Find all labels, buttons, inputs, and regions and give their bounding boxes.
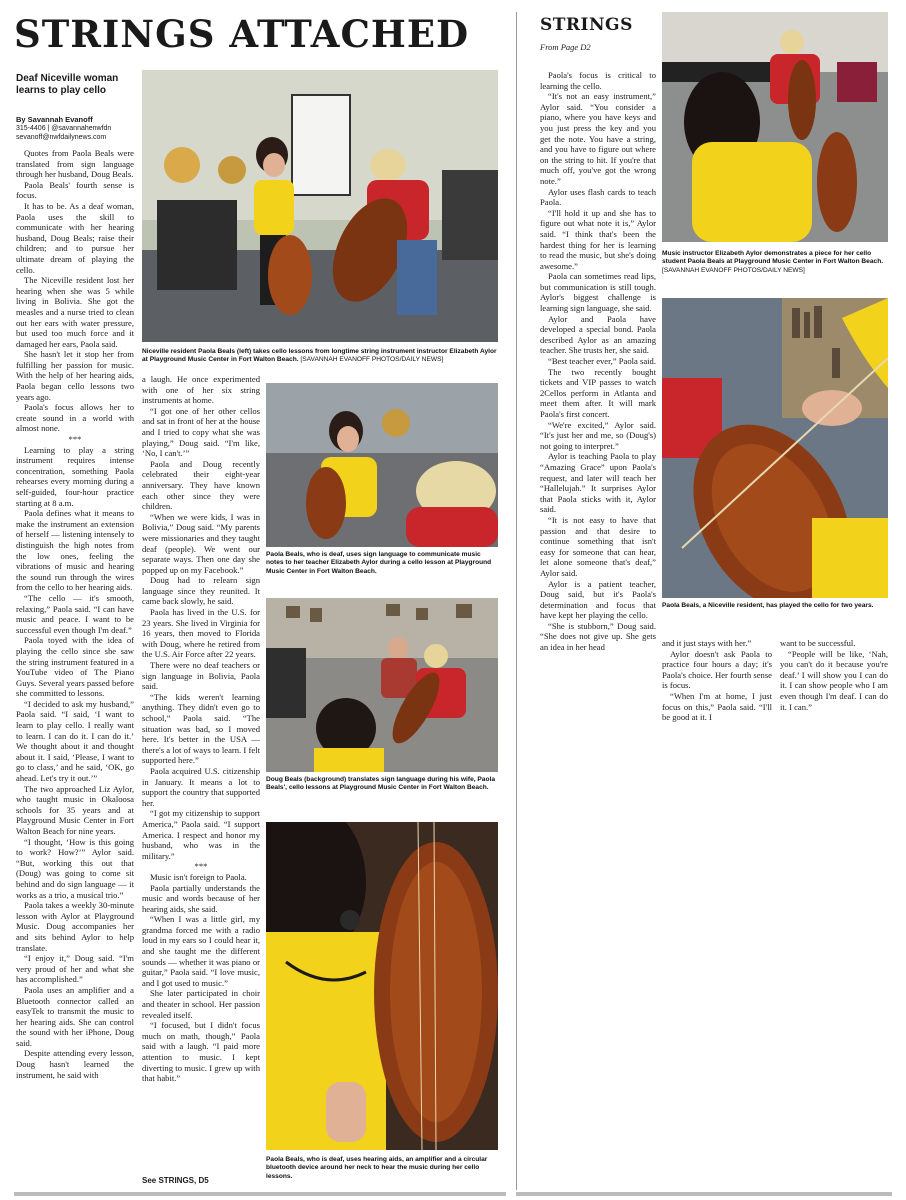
- article-paragraph: The Niceville resident lost her hearing when she was 5 while living in Bolivia. She got the measles and a nurse tried to clean out her ears with water pressure, but used too much force and it damaged her ears, Paola said.: [16, 275, 134, 349]
- article-paragraph: and it just stays with her.”: [662, 638, 752, 648]
- byline-contact: 315-4406 | @savannahenwfdn: [16, 125, 112, 132]
- article-paragraph: Paola takes a weekly 30-minute lesson with Aylor at Playground Music. Doug accompanies her and sits behind Aylor to help translate.: [16, 900, 134, 953]
- article-paragraph: “We're excited,” Aylor said. “It's just her and me, so (Doug's) not going to interpret.”: [540, 419, 656, 451]
- article-paragraph: Paola's focus is critical to learning the cello.: [540, 70, 656, 91]
- article-paragraph: Paola's focus allows her to create sound in a world with almost none.: [16, 402, 134, 434]
- article-paragraph: Doug had to relearn sign language since they reunited. It came back slowly, he said.: [142, 575, 260, 607]
- article-paragraph: “People will be like, ‘Nah, you can't do it because you're deaf.’ I will show you I can do it. I can show people who I am even though I'm deaf. I can do it. I can.”: [780, 648, 888, 712]
- article-paragraph: Aylor is teaching Paola to play “Amazing Grace” upon Paola's request, and later will teach her “Hallelujah.” It surprises Aylor that Paola sticks with it, Aylor said.: [540, 451, 656, 515]
- article-paragraph: Paola uses an amplifier and a Bluetooth connector called an easyTek to transmit the music to her hearing aids. She can control the sound with her iPhone, Doug said.: [16, 984, 134, 1048]
- instructor-credit: [SAVANNAH EVANOFF PHOTOS/DAILY NEWS]: [662, 266, 805, 274]
- byline-name: By Savannah Evanoff: [16, 115, 93, 124]
- article-column-3: [540, 70, 656, 1190]
- article-paragraph: Paola defines what it means to make the instrument an extension of herself — listening intensely to distinguish the high notes from the low ones, feeling the vibrations of music and hearing the sound run through the wires from the cello to her hearing aids.: [16, 508, 134, 593]
- article-paragraph: Music isn't foreign to Paola.: [150, 871, 247, 882]
- article-paragraph: “When I'm at home, I just focus on this,” Paola said. “I'll be good at it. I: [662, 690, 772, 723]
- article-paragraph: The two recently bought tickets and VIP passes to watch 2Cellos perform in Atlanta and meet them after. It will mark Paola's first concert.: [540, 366, 656, 419]
- article-paragraph: Aylor doesn't ask Paola to practice four hours a day; it's Paola's choice. Her fourth sense is focus.: [662, 648, 772, 691]
- article-paragraph: Paola toyed with the idea of playing the cello since she saw the string instrument featured in a YouTube video of The Piano Guys. Several years passed before she committed to lessons.: [16, 635, 134, 699]
- article-column-1: [16, 148, 134, 1186]
- instructor-caption: Music instructor Elizabeth Aylor demonstrates a piece for her cello student Paola Beals at Playground Music Center in Fort Walton Beach. [SAVANNAH EVANOFF PHOTOS/DAILY NEWS]: [662, 250, 884, 274]
- article-paragraph: Paola partially understands the music and words because of her hearing aids, she said.: [142, 882, 260, 914]
- main-lesson-photo: [142, 70, 498, 342]
- sign-language-caption: Paola Beals, who is deaf, uses sign language to communicate music notes to her teacher Elizabeth Aylor during a cello lesson at Playground Music Center in Fort Walton Beach.: [266, 551, 492, 575]
- article-paragraph: Learning to play a string instrument requires intense concentration, something Paola rehearses every morning during a self-guided, four-hour practice starting at 8 a.m.: [16, 444, 134, 508]
- article-paragraph: a laugh. He once experimented with one of her six string instruments at home.: [142, 374, 260, 406]
- article-paragraph: “I thought, ‘How is this going to work? How?’” Aylor said. “But, working this out that (Doug) was going to come sit behind and do sign language — it works as a trio, a musical trio.”: [16, 836, 134, 900]
- article-paragraph: “I decided to ask my husband,” Paola said. “I said, ‘I want to learn to play cello. I really want to learn. I can do it. I can do it.’ We thought about it and thought about it. I said, ‘Please, I want to go to class,’ and he said, ‘OK, go ahead. Let's try it out.’”: [16, 698, 134, 784]
- article-paragraph: Aylor uses flash cards to teach Paola.: [540, 186, 656, 208]
- article-paragraph: “It's not an easy instrument,” Aylor said. “You consider a piano, where you have keys and you just press the key and you get the note. You have a string, and you have to figure out where on the string to hit. If you're that much off, you've got the wrong note.”: [540, 91, 656, 186]
- headline: STRINGS ATTACHED: [14, 12, 470, 56]
- article-paragraph: “She is stubborn,” Doug said. “She does not give up. She gets an idea in her head: [540, 620, 656, 653]
- bottom-rule-left: [14, 1192, 506, 1196]
- playing-cello-photo: [662, 298, 888, 598]
- doug-caption: Doug Beals (background) translates sign language during his wife, Paola Beals', cello lessons at Playground Music Center in Fort Walton Beach.: [266, 776, 495, 792]
- article-paragraph: She hasn't let it stop her from fulfilling her passion for music. With the help of her hearing aids, Paola began cello lessons two years ago.: [16, 349, 134, 402]
- article-paragraph: “I'll hold it up and she has to figure out what note it is,” Aylor said. “I think that's been the hardest thing for her is learning to read the music, but she's doing awesome.”: [540, 207, 656, 271]
- hearing-aid-photo: [266, 822, 498, 1150]
- article-column-2: [142, 374, 260, 1172]
- article-paragraph: Paola acquired U.S. citizenship in January. It means a lot to support the country that supported her.: [142, 765, 260, 808]
- deck: Deaf Niceville woman learns to play cello: [16, 73, 119, 96]
- article-paragraph: Paola can sometimes read lips, but communication is still tough. Aylor's biggest challenge is learning sign language, she said.: [540, 271, 656, 314]
- main-photo-credit: [SAVANNAH EVANOFF PHOTOS/DAILY NEWS]: [300, 356, 444, 364]
- article-paragraph: Paola has lived in the U.S. for 23 years. She lived in Virginia for 16 years, then moved to Florida with Doug, where he retired from the U.S. Air Force after 22 years.: [142, 607, 260, 660]
- sign-language-photo: [266, 383, 498, 547]
- article-paragraph: Aylor and Paola have developed a special bond. Paola described Aylor as an amazing teacher. She trusts her, she said.: [540, 313, 656, 356]
- article-paragraph: “I got one of her other cellos and sat in front of her at the house and I tried to copy what she was playing,” Doug said. “I'm like, ‘No, I can't.’”: [142, 405, 260, 459]
- bottom-rule-right: [516, 1192, 892, 1196]
- hearing-aid-caption: Paola Beals, who is deaf, uses hearing aids, an amplifier and a circular bluetooth device around her neck to hear the music during her cello lessons.: [266, 1156, 488, 1180]
- article-paragraph: “When we were kids, I was in Bolivia,” Doug said. “My parents were missionaries and they taught deaf (people). We went our separate ways. Then one day she popped up on my Facebook.”: [142, 511, 260, 575]
- article-paragraph: “It is not easy to have that passion and that desire to continue something that isn't easy for someone that can hear, let alone someone that's deaf,” Aylor said.: [540, 514, 656, 578]
- article-paragraph: It has to be. As a deaf woman, Paola uses the skill to communicate with her hearing husband, Doug Beals; raise their children; and to pursue her ultimate dream of playing the cello.: [16, 200, 134, 275]
- article-paragraph: want to be successful.: [780, 638, 856, 648]
- article-paragraph: “I enjoy it,” Doug said. “I'm very proud of her and what she has accomplished.”: [16, 953, 134, 985]
- article-column-5: [780, 638, 888, 778]
- jump-see-strings: See STRINGS, D5: [142, 1176, 209, 1185]
- article-paragraph: “I got my citizenship to support America,” Paola said. “I support America. I respect and honor my husband, who was in the military.”: [142, 808, 260, 861]
- article-column-4: [662, 638, 772, 758]
- article-paragraph: “Best teacher ever,” Paola said.: [548, 356, 656, 367]
- doug-translating-photo: [266, 598, 498, 772]
- jump-head: STRINGS: [540, 15, 633, 35]
- playing-caption: Paola Beals, a Niceville resident, has played the cello for two years.: [662, 602, 874, 609]
- article-paragraph: “When I was a little girl, my grandma forced me with a radio loud in my ears so I could hear it, and she taught me the different sounds — whether it was piano or guitar,” Paola said. “I love music, and I got used to music.”: [142, 914, 260, 988]
- section-break: ***: [194, 861, 208, 872]
- article-paragraph: “The kids weren't learning anything. They didn't even go to school,” Paola said. “The situation was bad, so I moved here. It's better in the USA — there's a lot of ways to learn. I felt supported here.”: [142, 691, 260, 766]
- main-photo-caption: Niceville resident Paola Beals (left) takes cello lessons from longtime string instrument instructor Elizabeth Aylor at Playground Music Center in Fort Walton Beach. [SAVANNAH EVANOFF PHOTOS/DAILY NEWS]: [142, 348, 497, 364]
- article-paragraph: Paola and Doug recently celebrated their eight-year anniversary. They have known each other since they were children.: [142, 458, 260, 512]
- article-paragraph: Aylor is a patient teacher, Doug said, but it's Paola's determination and focus that have kept her playing the cello.: [540, 578, 656, 621]
- article-paragraph: The two approached Liz Aylor, who taught music in Okaloosa schools for 35 years and at Playground Music Center in Fort Walton Beach for nine years.: [16, 783, 134, 836]
- article-paragraph: Despite attending every lesson, Doug hasn't learned the instrument, he said with: [16, 1048, 134, 1080]
- column-divider: [516, 12, 517, 1190]
- section-break: ***: [68, 434, 82, 445]
- instructor-photo: [662, 12, 888, 242]
- article-paragraph: Paola Beals' fourth sense is focus.: [16, 179, 134, 201]
- article-paragraph: “I focused, but I didn't focus much on math, though,” Paola said with a laugh. “I paid more attention to music. I kept diverting to music. I grew up with that habit.”: [142, 1020, 260, 1084]
- jump-from: From Page D2: [540, 42, 591, 52]
- article-paragraph: There were no deaf teachers or sign language in Bolivia, Paola said.: [142, 660, 260, 692]
- byline-email: sevanoff@nwfdailynews.com: [16, 134, 107, 141]
- article-paragraph: Quotes from Paola Beals were translated from sign language through her husband, Doug Beals.: [16, 148, 134, 180]
- article-paragraph: “The cello — it's smooth, relaxing,” Paola said. “I can have music and peace. I want to be successful even though I'm deaf.”: [16, 592, 134, 635]
- article-paragraph: She later participated in choir and theater in school. Her passion revealed itself.: [142, 988, 260, 1020]
